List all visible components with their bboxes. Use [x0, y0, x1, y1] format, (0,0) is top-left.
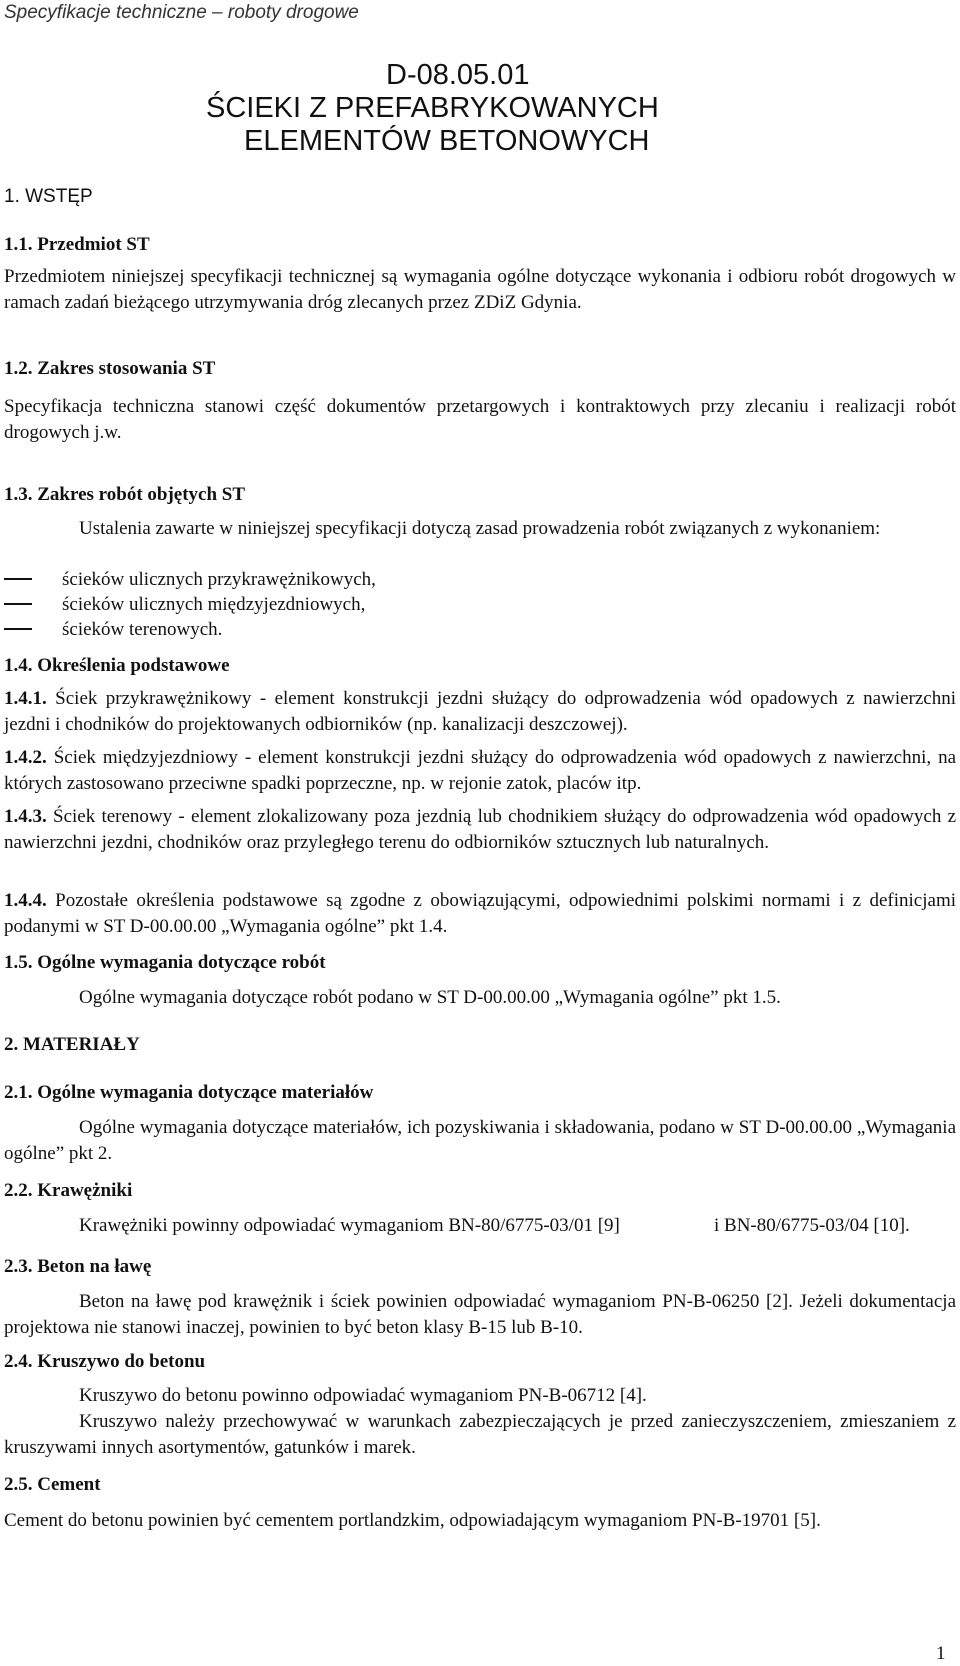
section-1-1-heading: 1.1. Przedmiot ST	[4, 234, 150, 255]
list-item: ścieków ulicznych międzyjezdniowych,	[62, 594, 366, 615]
section-1-1-text: Przedmiotem niniejszej specyfikacji technicznej są wymagania ogólne dotyczące wykonania i odbioru robót drogowych w ramach zadań bieżącego utrzymywania dróg zlecanych przez ZDiZ Gdynia.	[4, 266, 956, 313]
definition-text: Ściek międzyjezdniowy - element konstrukcji jezdni służący do odprowadzenia wód opadowych z nawierzchni, na których zastosowano przeciwne spadki poprzeczne, np. w rejonie zatok, placów itp.	[4, 747, 957, 794]
section-2-1-text: Ogólne wymagania dotyczące materiałów, ich pozyskiwania i składowania, podano w ST D-00.00.00 „Wymagania ogólne” pkt 2.	[4, 1117, 956, 1164]
definition-1-4-3	[4, 804, 956, 856]
section-2-5-text: Cement do betonu powinien być cementem portlandzkim, odpowiadającym wymaganiom PN-B-19701 [5].	[4, 1510, 821, 1531]
bullet-dash	[4, 628, 32, 630]
page-number: 1	[936, 1643, 946, 1664]
section-2-2-heading: 2.2. Krawężniki	[4, 1180, 133, 1201]
section-2-1-heading: 2.1. Ogólne wymagania dotyczące materiałów	[4, 1082, 374, 1103]
definition-text: Pozostałe określenia podstawowe są zgodne z obowiązującymi, odpowiednimi polskimi normami i z definicjami podanymi w ST D-00.00.00 „Wymagania ogólne” pkt 1.4.	[4, 890, 956, 937]
definition-number: 1.4.2.	[4, 747, 47, 768]
section-2-4-heading: 2.4. Kruszywo do betonu	[4, 1351, 206, 1372]
list-item: ścieków terenowych.	[62, 619, 223, 640]
definition-1-4-2	[4, 745, 956, 797]
bullet-dash	[4, 603, 32, 605]
section-1-2-heading: 1.2. Zakres stosowania ST	[4, 358, 216, 379]
definition-text: Ściek przykrawężnikowy - element konstrukcji jezdni służący do odprowadzenia wód opadowych z nawierzchni jezdni i chodników do projektowanych odbiorników (np. kanalizacji deszczowej).	[4, 688, 957, 735]
section-1-3-heading: 1.3. Zakres robót objętych ST	[4, 484, 246, 505]
definition-1-4-4	[4, 888, 956, 940]
section-2-2-text-a: Krawężniki powinny odpowiadać wymaganiom BN-80/6775-03/01 [9]	[79, 1215, 620, 1236]
section-2-2-text-b: i BN-80/6775-03/04 [10].	[714, 1215, 910, 1236]
section-1-5-heading: 1.5. Ogólne wymagania dotyczące robót	[4, 952, 326, 973]
section-2-heading: 2. MATERIAŁY	[4, 1034, 140, 1055]
section-1-4-heading: 1.4. Określenia podstawowe	[4, 655, 230, 676]
section-2-5-heading: 2.5. Cement	[4, 1474, 101, 1495]
section-1-3-text: Ustalenia zawarte w niniejszej specyfikacji dotyczą zasad prowadzenia robót związanych z wykonaniem:	[79, 518, 881, 539]
definition-text: Ściek terenowy - element zlokalizowany poza jezdnią lub chodnikiem służący do odprowadzenia wód opadowych z nawierzchni jezdni, chodników oraz przyległego terenu do odbiorników sztucznych lub naturalnych.	[4, 806, 957, 853]
list-item: ścieków ulicznych przykrawężnikowych,	[62, 569, 376, 590]
section-1-5-text: Ogólne wymagania dotyczące robót podano w ST D-00.00.00 „Wymagania ogólne” pkt 1.5.	[79, 987, 781, 1008]
section-2-3-text: Beton na ławę pod krawężnik i ściek powinien odpowiadać wymaganiom PN-B-06250 [2]. Jeżeli dokumentacja projektowa nie stanowi inaczej, powinien to być beton klasy B-15 lub B-10.	[4, 1291, 956, 1338]
section-1-2-text: Specyfikacja techniczna stanowi część dokumentów przetargowych i kontraktowych przy zlecaniu i realizacji robót drogowych j.w.	[4, 396, 956, 443]
document-title-line-1: ŚCIEKI Z PREFABRYKOWANYCH	[206, 92, 659, 124]
definition-1-4-1	[4, 686, 956, 738]
definition-number: 1.4.4.	[4, 890, 47, 911]
definition-number: 1.4.3.	[4, 806, 47, 827]
section-1-heading: 1. WSTĘP	[4, 186, 93, 207]
running-header: Specyfikacje techniczne – roboty drogowe	[4, 2, 359, 23]
bullet-dash	[4, 578, 32, 580]
document-title-line-2: ELEMENTÓW BETONOWYCH	[244, 125, 650, 157]
section-2-4-text-2: Kruszywo należy przechowywać w warunkach zabezpieczających je przed zanieczyszczeniem, zmieszaniem z kruszywami innych asortymentów, gatunków i marek.	[4, 1411, 956, 1458]
section-2-4-text-1: Kruszywo do betonu powinno odpowiadać wymaganiom PN-B-06712 [4].	[79, 1385, 647, 1406]
document-code: D-08.05.01	[386, 59, 530, 91]
section-2-3-heading: 2.3. Beton na ławę	[4, 1256, 152, 1277]
definition-number: 1.4.1.	[4, 688, 47, 709]
